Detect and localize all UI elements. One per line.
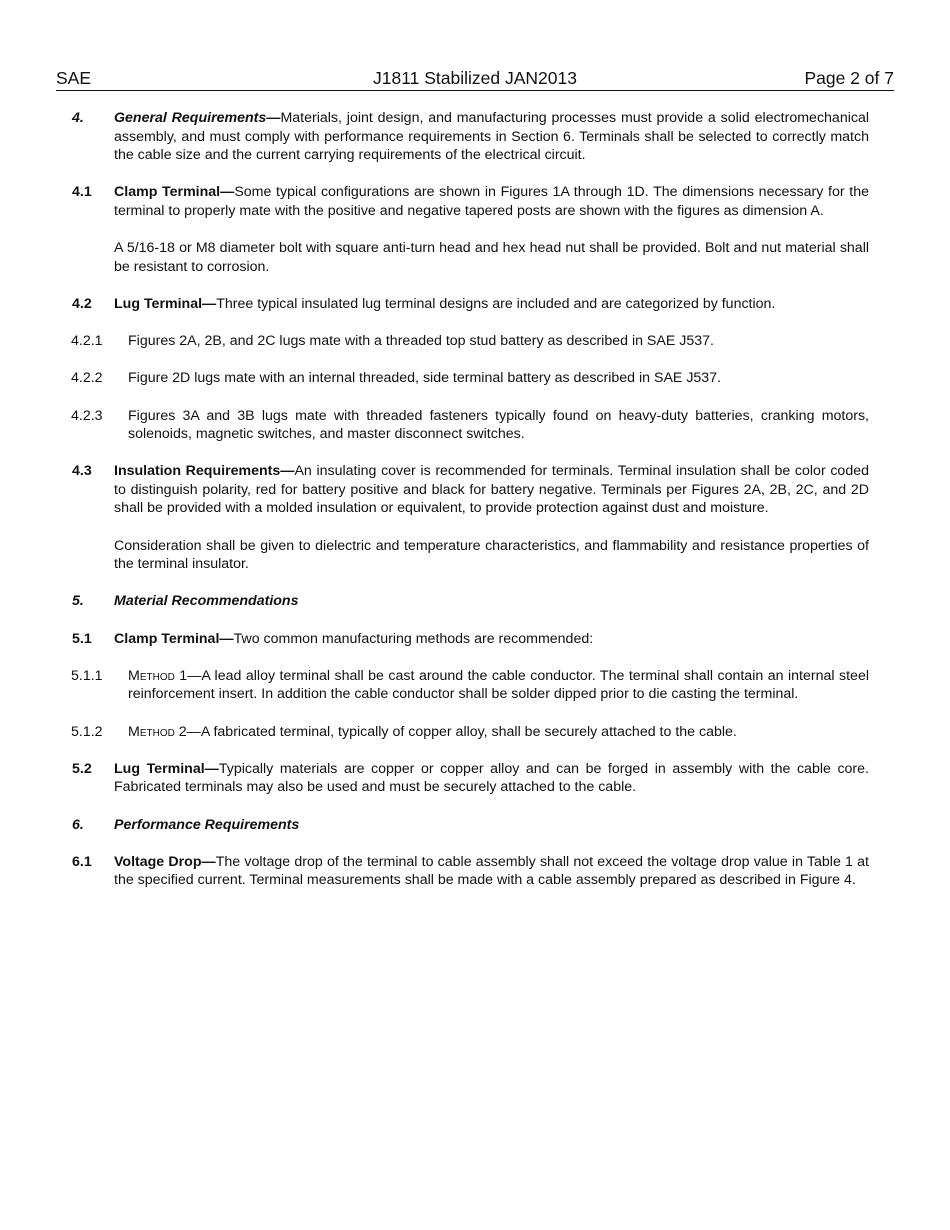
section-title: Lug Terminal—	[114, 760, 219, 777]
section-number: 5.	[72, 593, 84, 610]
section-text	[114, 592, 869, 611]
section-title: Clamp Terminal—	[114, 184, 235, 201]
section-6-1	[0, 853, 950, 890]
section-text	[114, 183, 869, 220]
section-4-2-3	[0, 407, 950, 444]
section-text	[128, 667, 869, 704]
document-body	[0, 109, 950, 909]
section-number: 4.	[72, 110, 84, 126]
section-body: Two common manufacturing methods are recommended:	[233, 630, 594, 647]
page-header	[56, 68, 894, 91]
section-4-3	[0, 462, 950, 518]
section-title: Insulation Requirements—	[114, 463, 295, 480]
section-number: 5.1.1	[71, 667, 103, 684]
section-5-2	[0, 760, 950, 797]
section-number: 6.1	[72, 853, 92, 870]
section-text	[114, 853, 869, 890]
section-number: 4.2.1	[71, 333, 103, 350]
section-4-1-paragraph-2: A 5/16-18 or M8 diameter bolt with square anti-turn head and hex head nut shall be provided. Bolt and nut material shall be resistant to corrosion.	[114, 240, 869, 275]
section-text	[128, 723, 869, 742]
section-4-2	[0, 295, 950, 314]
section-number: 5.1.2	[71, 723, 103, 740]
section-text	[114, 630, 869, 649]
section-number: 4.2.2	[71, 370, 103, 387]
section-number: 4.3	[72, 463, 92, 480]
section-body: Typically materials are copper or copper alloy and can be forged in assembly with the cable core. Fabricated terminals may also be used and must be securely attached to the cable.	[114, 760, 869, 796]
section-4	[0, 109, 950, 165]
section-body: Some typical configurations are shown in Figures 1A through 1D. The dimensions necessary for the terminal to properly mate with the positive and negative tapered posts are shown with the figures as dimension A.	[114, 184, 869, 219]
header-page-number: Page 2 of 7	[804, 68, 894, 88]
section-title: Clamp Terminal—	[114, 630, 234, 647]
section-number: 5.2	[72, 760, 92, 777]
section-4-3-paragraph-2: Consideration shall be given to dielectric and temperature characteristics, and flammability and resistance properties of the terminal insulator.	[114, 537, 869, 573]
section-title: Lug Terminal—	[114, 295, 217, 312]
section-title: Material Recommendations	[114, 593, 299, 610]
section-number: 6.	[72, 816, 84, 833]
section-body: Three typical insulated lug terminal designs are included and are categorized by function.	[216, 295, 776, 312]
section-body: Figures 3A and 3B lugs mate with threaded fasteners typically found on heavy-duty batteries, cranking motors, solenoids, magnetic switches, and master disconnect switches.	[128, 407, 869, 443]
section-text	[114, 462, 869, 518]
section-body: Figures 2A, 2B, and 2C lugs mate with a threaded top stud battery as described in SAE J537.	[128, 333, 714, 350]
section-5-1-1	[0, 667, 950, 704]
section-text	[114, 295, 869, 314]
method-label: Method 2	[128, 723, 187, 740]
section-number: 4.2	[72, 295, 92, 312]
section-5-1-2	[0, 723, 950, 742]
section-title: Performance Requirements	[114, 816, 300, 833]
header-document-id: J1811 Stabilized JAN2013	[373, 68, 577, 88]
header-org: SAE	[56, 68, 92, 88]
section-number: 4.2.3	[71, 407, 103, 424]
section-body: An insulating cover is recommended for terminals. Terminal insulation shall be color coded to distinguish polarity, red for battery positive and black for battery negative. Terminals per Figures 2A, 2B, 2C, and 2D shall be provided with a molded insulation or equivalent, to provide protection against dust and moisture.	[114, 463, 869, 517]
section-body: Figure 2D lugs mate with an internal threaded, side terminal battery as described in SAE J537.	[128, 370, 722, 387]
section-body: —A fabricated terminal, typically of copper alloy, shall be securely attached to the cable.	[186, 723, 737, 740]
section-title: Voltage Drop—	[114, 853, 216, 870]
section-title: General Requirements—	[114, 110, 281, 126]
section-body: —A lead alloy terminal shall be cast around the cable conductor. The terminal shall contain an internal steel reinforcement insert. In addition the cable conductor shall be solder dipped prior to die casting the terminal.	[128, 667, 869, 703]
section-number: 4.1	[72, 184, 92, 201]
section-6	[0, 816, 950, 835]
section-body: The voltage drop of the terminal to cable assembly shall not exceed the voltage drop value in Table 1 at the specified current. Terminal measurements shall be made with a cable assembly prepared as described in Figure 4.	[114, 853, 870, 889]
section-text	[114, 760, 869, 797]
section-body: Materials, joint design, and manufacturing processes must provide a solid electromechanical assembly, and must comply with performance requirements in Section 6. Terminals shall be selected to correctly match the cable size and the current carrying requirements of the electrical circuit.	[114, 110, 869, 164]
section-number: 5.1	[72, 630, 92, 647]
section-5-1	[0, 630, 950, 649]
section-5	[0, 592, 950, 611]
section-text	[114, 109, 869, 165]
section-4-1	[0, 183, 950, 220]
section-text	[114, 816, 869, 835]
method-label: Method 1	[128, 667, 188, 684]
section-4-2-2	[0, 369, 950, 388]
section-4-2-1	[0, 332, 950, 351]
